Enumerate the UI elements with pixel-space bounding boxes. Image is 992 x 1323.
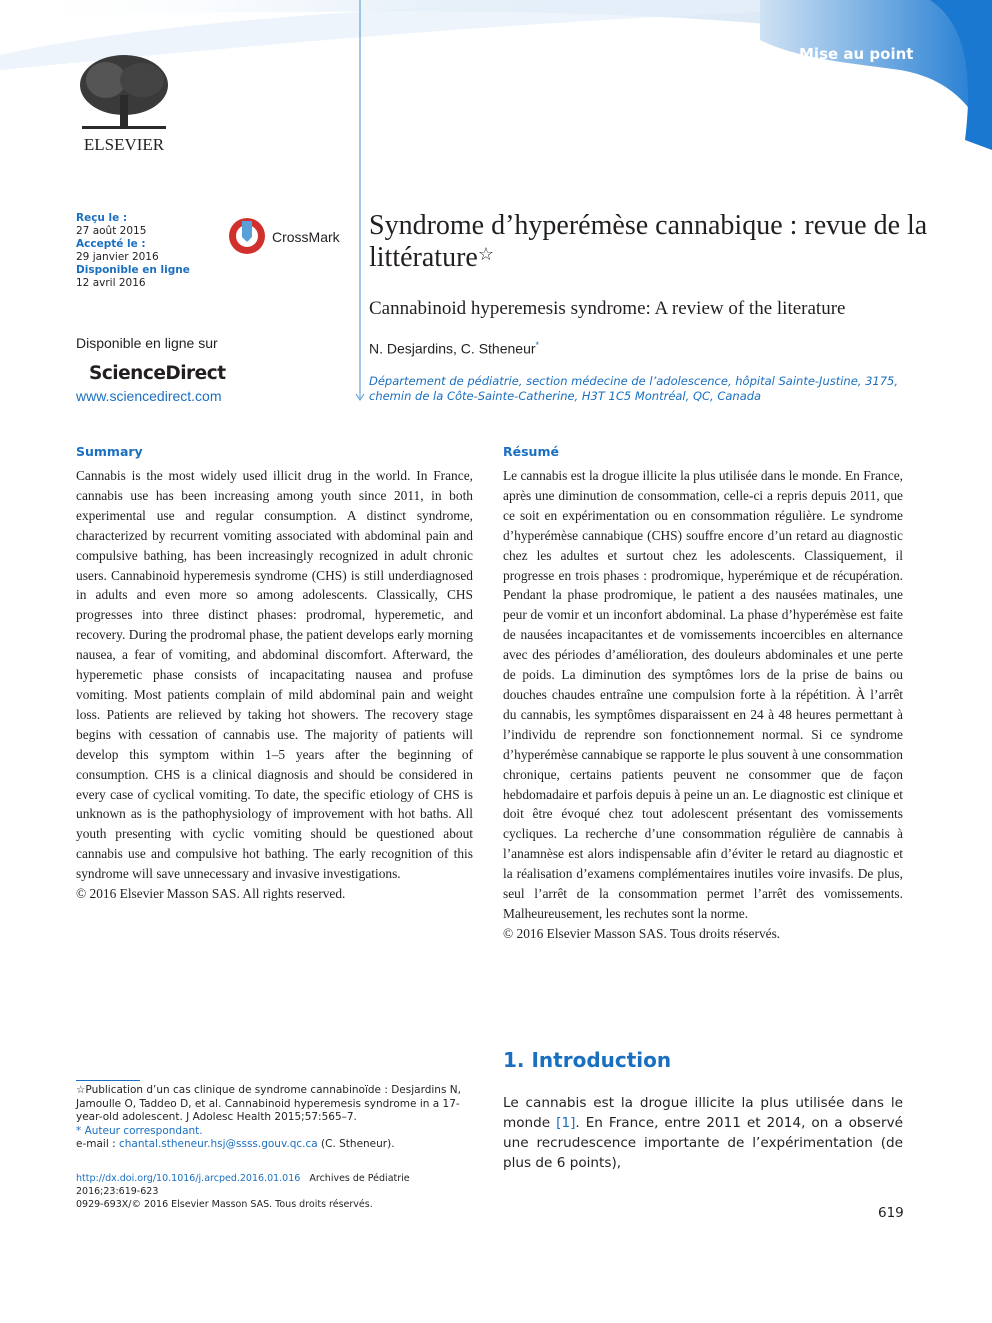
affiliation-line-1: Département de pédiatrie, section médecine de l’adolescence, hôpital Sainte-Justine, 3175, [369, 374, 899, 388]
affiliation-line-2: chemin de la Côte-Sainte-Catherine, H3T 1C5 Montréal, QC, Canada [369, 389, 762, 403]
footnote-star-mark: ☆ [76, 1084, 86, 1096]
footnote-star-text: Publication d’un cas clinique de syndrome cannabinoïde : Desjardins N, Jamoulle O, Taddeo D, et al. Cannabinoid hyperemesis syndrome in a 17-year-old adolescent. J Adolesc Health 2015;57:565–7. [76, 1084, 461, 1123]
email-line [76, 1138, 476, 1152]
email-link[interactable]: chantal.stheneur.hsj@ssss.gouv.qc.ca [118, 1138, 318, 1150]
section-badge: Mise au point [799, 45, 914, 63]
article-subtitle: Cannabinoid hyperemesis syndrome: A review of the literature [369, 298, 846, 319]
corresponding-author-note: * Auteur correspondant. [76, 1124, 203, 1137]
summary-copyright: © 2016 Elsevier Masson SAS. All rights reserved. [76, 886, 346, 902]
crossmark-label: CrossMark [272, 229, 340, 245]
email-label: e-mail : [76, 1138, 119, 1150]
availability-label: Disponible en ligne sur [76, 335, 218, 351]
received-label: Reçu le : [76, 212, 128, 224]
resume-copyright: © 2016 Elsevier Masson SAS. Tous droits réservés. [503, 925, 781, 941]
received-date: 27 août 2015 [76, 225, 147, 237]
footnote-star [76, 1084, 476, 1125]
footnotes [76, 1084, 476, 1152]
footnote-divider [76, 1080, 140, 1081]
online-date: 12 avril 2016 [76, 277, 146, 289]
email-suffix: (C. Stheneur). [317, 1138, 395, 1150]
article-title-text: Syndrome d’hyperémèse cannabique : revue de la littérature [369, 210, 928, 273]
reference-link-1[interactable]: [1] [556, 1115, 576, 1131]
article-authors [369, 340, 539, 357]
online-label: Disponible en ligne [76, 264, 190, 276]
issn-line: 0929-693X/© 2016 Elsevier Masson SAS. Tous droits réservés. [76, 1199, 373, 1210]
summary-abstract [76, 466, 473, 904]
title-footnote-mark[interactable]: ☆ [477, 244, 494, 264]
authors-text: N. Desjardins, C. Stheneur [369, 340, 536, 357]
summary-heading: Summary [76, 444, 143, 459]
author-affiliation [369, 374, 909, 404]
accepted-date: 29 janvier 2016 [76, 251, 159, 263]
resume-text: Le cannabis est la drogue illicite la plus utilisée dans le monde. En France, après une diminution de consommation, celle-ci a repris depuis 2011, que ce soit en expérimentation ou en consommation régulière. Le syndrome d’hyperémèse cannabique (CHS) souffre encore d’un retard au diagnostic chez les adultes et surtout chez les adolescents. Classiquement, il progresse en trois phases : prodromique, hyperémique et de récupération. Pendant la phase prodromique, le patient a des nausées matinales, une peur de vomir et un inconfort abdominal. La phase d’hyperémèse est faite de nausées incapacitantes et de vomissements incoercibles en alternance avec des périodes d’amélioration, des douleurs abdominales et une perte de poids. La diminution des symptômes lors de la prise de bains ou douches chaudes entraîne une compulsion forte à la répétition. À l’arrêt du cannabis, les symptômes disparaissent en 24 à 48 heures permettant à l’individu de reprendre son fonctionnement normal. Si ce syndrome d’hyperémèse cannabique se rapporte le plus souvent à une consommation chronique, certains patients peuvent ne consommer que de façon hebdomadaire et parfois depuis à peine un an. Le diagnostic est clinique et doit être évoqué chez tout adolescent présentant des vomissements cycliques. La recherche d’une consommation régulière de cannabis à l’anamnèse est alors indispensable afin d’éviter le retard au diagnostic et la réalisation d’examens complémentaires inutiles voire invasifs. De plus, seul l’arrêt de la consommation permet l’arrêt des vomissements. Malheureusement, les rechutes sont la norme. [503, 468, 903, 921]
accepted-label: Accepté le : [76, 238, 146, 250]
citation-info [76, 1172, 476, 1211]
introduction-paragraph [503, 1093, 903, 1173]
article-dates [76, 212, 190, 290]
crossmark-button[interactable] [228, 215, 343, 259]
intro-text-b: . En France, entre 2011 et 2014, on a observé une recrudescence importante de l’expérimentation (de plus de 6 points), [503, 1115, 903, 1171]
intro-text-a: Le cannabis est la drogue illicite la plus utilisée dans le monde [503, 1095, 903, 1131]
doi-line [76, 1172, 476, 1198]
article-title [369, 210, 929, 274]
elsevier-logo [76, 50, 172, 154]
introduction-heading: 1. Introduction [503, 1048, 672, 1072]
publisher-name: ELSEVIER [83, 135, 165, 154]
resume-heading: Résumé [503, 444, 559, 459]
journal-citation: Archives de Pédiatrie 2016;23:619-623 [76, 1173, 410, 1197]
doi-link[interactable]: http://dx.doi.org/10.1016/j.arcped.2016.01.016 [76, 1173, 301, 1184]
resume-abstract [503, 466, 903, 944]
elsevier-tree-icon [76, 50, 172, 154]
sciencedirect-link[interactable]: www.sciencedirect.com [76, 388, 222, 404]
corresponding-author-mark[interactable]: * [535, 340, 540, 350]
sciencedirect-logo: ScienceDirect [89, 363, 226, 384]
page-number: 619 [878, 1205, 904, 1221]
summary-text: Cannabis is the most widely used illicit drug in the world. In France, cannabis use has been increasing among youth since 2011, in both experimental use and regular consumption. A distinct syndrome, characterized by recurrent vomiting associated with abdominal pain and compulsive bathing, has been increasingly recognized in adult chronic users. Cannabinoid hyperemesis syndrome (CHS) is still underdiagnosed in adults and even more so among adolescents. Classically, CHS progresses into three distinct phases: prodromal, hyperemetic, and recovery. During the prodromal phase, the patient develops early morning nausea, a fear of vomiting, and abdominal discomfort. Afterward, the hyperemetic phase consists of incapacitating nausea and profuse vomiting. Most patients complain of mild abdominal pain and weight loss. Patients are relieved by taking hot showers. The recovery stage begins with cessation of cannabis use. The majority of patients will develop this symptom within 1–5 years after the beginning of consumption. CHS is a clinical diagnosis and should be considered in every case of cyclical vomiting. To date, the specific etiology of CHS is unknown as is the pathophysiology of improvement with hot baths. All youth presenting with cyclic vomiting should be questioned about cannabis use and compulsive hot bathing. The early recognition of this syndrome will save unnecessary and invasive investigations. [76, 468, 473, 882]
